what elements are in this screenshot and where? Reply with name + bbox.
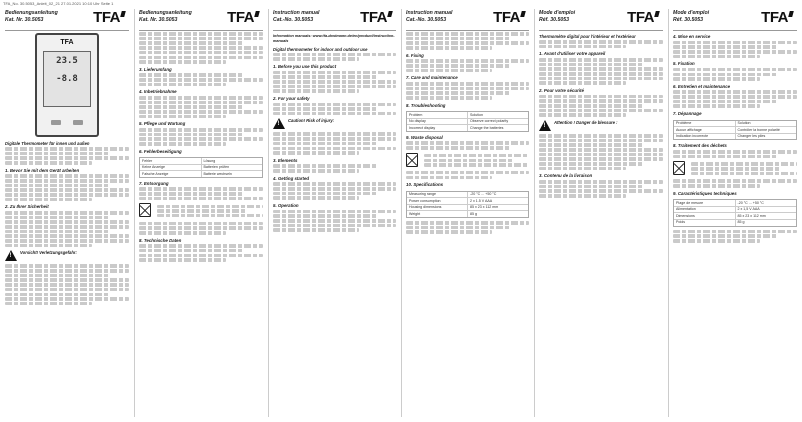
panel-fr-2 <box>668 9 802 417</box>
tfa-logo: TFA <box>360 9 392 26</box>
panel-fr-1 <box>534 9 668 417</box>
panel-title: Instruction manual Cat.-No. 30.5053 <box>406 10 453 23</box>
section-heading: 6. Fehlerbeseitigung <box>139 148 182 154</box>
troubleshooting-table: Fehler Lösung Keine Anzeige Batterien prüfen Falsche Anzeige Batterie wechseln <box>139 157 263 178</box>
specifications-table: Plage de mesure -20 °C ... +50 °C Alimentation 2 x 1,5 V AAA Dimensions 85 x 23 x 112 mm Poids 85 g <box>673 199 797 226</box>
section-heading: 7. Dépannage <box>673 111 702 117</box>
section-heading: 8. Traitement des déchets <box>673 143 727 149</box>
tfa-logo: TFA <box>761 9 793 26</box>
warning-icon: ! <box>273 118 285 129</box>
section-heading: 1. Before you use this product <box>273 63 337 69</box>
panel-title: Bedienungsanleitung Kat. Nr. 30.5053 <box>139 10 192 23</box>
section-heading: 8. Troubleshooting <box>406 102 446 108</box>
specifications-table: Measuring range -20 °C ... +50 °C Power consumption 2 x 1.5 V AAA Housing dimensions 85 x 23 x 112 mm Weight 85 g <box>406 191 529 218</box>
panel-de-2 <box>134 9 268 417</box>
section-heading: 5. Pflege und Wartung <box>139 121 186 127</box>
section-heading: 3. Lieferumfang <box>139 66 172 72</box>
section-heading: 5. Fixation <box>673 61 695 67</box>
panel-title: Bedienungsanleitung Kat. Nr. 30.5053 <box>5 10 58 23</box>
warning-block: ! Attention ! Danger de blessure : <box>539 120 663 131</box>
manual-sheet <box>0 9 802 417</box>
section-heading: 3. Contenu de la livraison <box>539 173 593 179</box>
section-heading: 2. Zu Ihrer Sicherheit <box>5 204 49 210</box>
section-heading: 3. Elements <box>273 157 298 163</box>
tfa-logo: TFA <box>227 9 259 26</box>
troubleshooting-table: Problem Solution No display Observe correct polarity Incorrect display Change the batteries <box>406 111 529 132</box>
manual-url: Information manuals: www.tfa-dostmann.de/en/product/instruction-manuals <box>273 34 395 43</box>
section-heading: 5. Operation <box>273 202 299 208</box>
panel-title: Mode d'emploi Réf. 30.5053 <box>539 10 576 23</box>
device-brand: TFA <box>60 39 74 46</box>
crossed-bin-icon <box>139 203 151 217</box>
warning-block: ! Caution! Risk of injury: <box>273 118 396 129</box>
device-digits-top: 23.5 <box>56 56 78 66</box>
thermometer-device-image <box>35 33 99 137</box>
panel-de-1 <box>0 9 134 417</box>
device-display <box>43 51 91 107</box>
section-heading: 1. Avant d'utiliser votre appareil <box>539 51 606 57</box>
tfa-logo: TFA <box>493 9 525 26</box>
section-heading: 8. Technische Daten <box>139 237 182 243</box>
disposal-block <box>139 203 263 218</box>
product-caption: Thermomètre digital pour l'intérieur et l'extérieur <box>539 34 636 39</box>
device-digits-bottom: -8.8 <box>56 74 78 84</box>
warning-icon: ! <box>539 120 551 131</box>
warning-block: ! Vorsicht! Verletzungsgefahr: <box>5 250 129 261</box>
crossed-bin-icon <box>406 153 418 167</box>
tfa-logo: TFA <box>93 9 125 26</box>
section-heading: 7. Entsorgung <box>139 180 169 186</box>
section-heading: 2. Pour votre sécurité <box>539 88 584 93</box>
section-heading: 10. Specifications <box>406 182 444 188</box>
section-heading: 4. Getting started <box>273 175 310 181</box>
panel-en-1 <box>268 9 401 417</box>
tfa-logo: TFA <box>627 9 659 26</box>
disposal-block <box>673 161 797 176</box>
section-heading: 7. Care and maintenance <box>406 75 458 81</box>
panel-en-2 <box>401 9 534 417</box>
product-caption: Digital thermometer for indoor and outdoor use <box>273 46 368 52</box>
section-heading: 2. For your safety <box>273 95 310 101</box>
section-heading: 4. Inbetriebnahme <box>139 89 177 95</box>
section-heading: 9. Waste disposal <box>406 134 443 140</box>
panel-title: Mode d'emploi Réf. 30.5053 <box>673 10 710 23</box>
section-heading: 4. Mise en service <box>673 34 711 39</box>
crossed-bin-icon <box>673 161 685 175</box>
section-heading: 6. Entretien et maintenance <box>673 83 731 89</box>
product-caption: Digitale Thermometer für innen und außen <box>5 141 90 146</box>
section-heading: 1. Bevor Sie mit dem Gerät arbeiten <box>5 167 80 173</box>
section-heading: 9. Caractéristiques techniques <box>673 190 737 196</box>
warning-icon: ! <box>5 250 17 261</box>
section-heading: 6. Fixing <box>406 52 424 58</box>
disposal-block <box>406 153 529 168</box>
troubleshooting-table: Problème Solution Aucun affichage Contrôler la bonne polarité Indication incorrecte Changer les piles <box>673 120 797 141</box>
panel-title: Instruction manual Cat.-No. 30.5053 <box>273 10 320 23</box>
page-header: TFA_No. 30.5053_Anleit_02_21 27.01.2021 10:10 Uhr Seite 1 <box>3 1 114 6</box>
